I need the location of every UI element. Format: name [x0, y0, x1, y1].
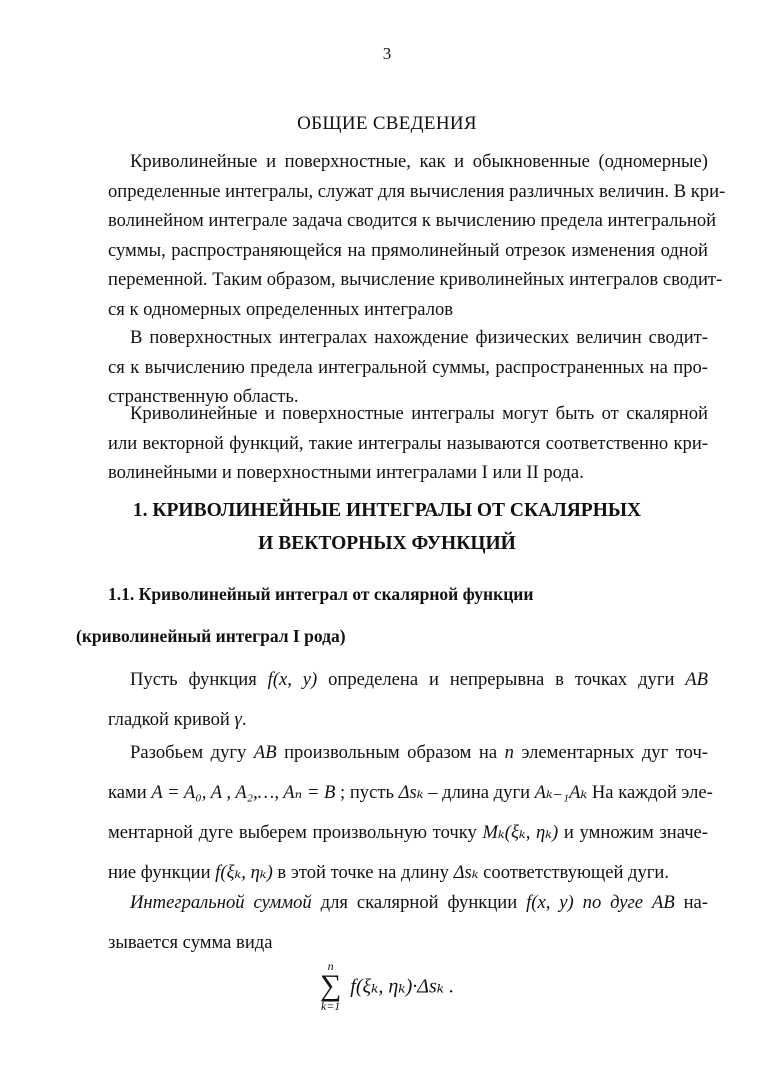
text-line: зывается сумма вида — [108, 932, 273, 953]
function-value: f(ξₖ, ηₖ) — [215, 862, 273, 883]
text-line: волинейными и поверхностными интегралами I или II рода. — [108, 462, 584, 483]
sum-lower-limit: k=1 — [320, 999, 341, 1013]
text-fragment: для скалярной функции — [311, 892, 527, 913]
delta-s-k: Δsₖ — [453, 862, 479, 883]
text-line — [108, 660, 708, 700]
sigma-icon: ∑ — [319, 969, 342, 1002]
paragraph-integral-sum — [108, 883, 708, 963]
text-fragment: ментарной дуге выберем произвольную точку — [108, 822, 483, 843]
section-1-title-line-2: И ВЕКТОРНЫХ ФУНКЦИЙ — [258, 533, 516, 554]
text-line: ся к вычислению предела интегральной суммы, распространенных на про- — [108, 356, 708, 378]
function-f-xy: f(x, y) — [526, 892, 574, 913]
text-line: или векторной функций, такие интегралы называются соответственно кри- — [108, 432, 708, 454]
paragraph-partition — [108, 733, 713, 893]
text-line: суммы, распространяющейся на прямолинейный отрезок изменения одной — [108, 239, 708, 261]
text-line: В поверхностных интегралах нахождение физических величин сводит- — [130, 327, 708, 348]
subsection-1-1-title: 1.1. Криволинейный интеграл от скалярной функции — [108, 584, 534, 604]
text-fragment: на- — [674, 892, 708, 913]
text-line — [108, 883, 708, 923]
text-fragment: Разобьем дугу — [130, 742, 254, 763]
text-line: странственную область. — [108, 386, 299, 407]
summation-symbol — [320, 960, 341, 1012]
text-fragment: гладкой кривой — [108, 709, 235, 730]
subsection-1-1-subtitle: (криволинейный интеграл I рода) — [76, 626, 346, 646]
section-1-title-line-1: 1. КРИВОЛИНЕЙНЫЕ ИНТЕГРАЛЫ ОТ СКАЛЯРНЫХ — [132, 500, 642, 521]
paragraph-function-definition — [108, 660, 708, 740]
text-fragment: Пусть функция — [130, 669, 268, 690]
intro-paragraph-1 — [108, 147, 726, 324]
text-line: Криволинейные и поверхностные интегралы могут быть от скалярной — [130, 403, 708, 424]
variable-n: n — [504, 742, 514, 763]
text-fragment: определена и непрерывна в точках дуги — [317, 669, 686, 690]
partition-points: A = A₀, A , A₂,…, Aₙ = B — [151, 782, 336, 803]
text-line: Криволинейные и поверхностные, как и обыкновенные (одномерные) — [130, 151, 708, 172]
text-fragment: На каждой эле- — [587, 782, 713, 803]
section-1-title — [0, 494, 774, 560]
point-M-k: Mₖ(ξₖ, ηₖ) — [482, 822, 559, 843]
text-line — [108, 733, 708, 773]
text-fragment: ками — [108, 782, 152, 803]
function-f-xy: f(x, y) — [267, 669, 318, 690]
text-fragment: произвольным образом на — [276, 742, 505, 763]
text-fragment: ние функции — [108, 862, 216, 883]
arc-segment: Aₖ₋₁Aₖ — [534, 782, 588, 803]
curve-gamma: γ — [234, 709, 242, 730]
heading-general-info: ОБЩИЕ СВЕДЕНИЯ — [297, 113, 477, 134]
text-line — [108, 773, 713, 813]
text-line: ся к одномерных определенных интегралов — [108, 298, 454, 320]
text-line — [108, 813, 708, 853]
text-fragment: . — [241, 709, 247, 730]
text-fragment: по дуге — [573, 892, 652, 913]
text-line: определенные интегралы, служат для вычисления различных величин. В кри- — [108, 180, 726, 202]
text-fragment: и умножим значе- — [558, 822, 708, 843]
sum-upper-limit: n — [327, 959, 334, 973]
sum-expression: f(ξₖ, ηₖ)·Δsₖ . — [350, 975, 455, 998]
text-fragment: в этой точке на длину — [272, 862, 454, 883]
arc-AB: AB — [651, 892, 675, 913]
intro-paragraph-3 — [108, 399, 708, 488]
text-fragment: ; пусть — [335, 782, 399, 803]
text-fragment: соответствующей дуги. — [478, 862, 670, 883]
text-fragment: – длина дуги — [423, 782, 535, 803]
term-integral-sum: Интегральной суммой — [130, 892, 312, 913]
integral-sum-formula — [0, 960, 774, 1012]
text-line: волинейном интеграле задача сводится к вычислению предела интегральной — [108, 210, 717, 231]
arc-AB: AB — [685, 669, 708, 690]
arc-AB: AB — [253, 742, 277, 763]
text-line: переменной. Таким образом, вычисление криволинейных интегралов сводит- — [108, 269, 723, 290]
delta-s-k: Δsₖ — [398, 782, 424, 803]
text-fragment: элементарных дуг точ- — [513, 742, 708, 763]
page-number: 3 — [382, 44, 392, 63]
